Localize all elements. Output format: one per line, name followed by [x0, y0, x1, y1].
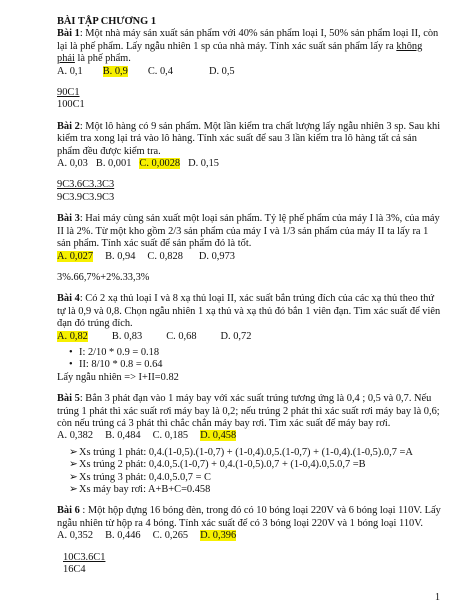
question-4 [57, 293, 441, 330]
option-c-highlighted: C. 0,0028 [139, 158, 181, 170]
option-a-highlighted: A. 0,027 [57, 250, 94, 262]
work-line: 9C3.6C3.3C3 [57, 179, 115, 191]
list-item: ➢ Xs máy bay rơi: A+B+C=0.458 [69, 484, 211, 495]
option-c: C. 0,185 [152, 430, 189, 442]
bullet-icon: • [69, 346, 73, 358]
question-1 [57, 28, 441, 65]
question-3-options [57, 251, 441, 263]
arrow-bullet-icon: ➢ [69, 459, 78, 471]
option-b: B. 0,484 [105, 430, 141, 442]
question-6 [57, 505, 441, 530]
work-line: Lấy ngẫu nhiên => I+II=0.82 [57, 371, 179, 383]
option-c: C. 0,828 [147, 250, 183, 262]
page-title: BÀI TẬP CHƯƠNG 1 [57, 16, 157, 27]
arrow-bullet-icon: ➢ [69, 484, 78, 495]
option-b: B. 0,94 [105, 250, 136, 262]
question-1-underlined: không phải [57, 40, 423, 65]
work-line: 3%.66,7%+2%.33,3% [57, 271, 150, 283]
question-1-label: Bài 1 [57, 28, 80, 40]
option-b-highlighted: B. 0,9 [102, 65, 128, 77]
work-line: 16C4 [63, 564, 86, 576]
question-3 [57, 213, 441, 250]
question-1-text-after: là phế phẩm. [74, 53, 131, 65]
page-number: 1 [435, 592, 440, 603]
question-2 [57, 121, 441, 158]
question-4-text: : Có 2 xạ thủ loại I và 8 xạ thủ loại II, xác suất bắn trúng đích của các xạ thủ theo thứ tự là 0,9 và 0,8. Chọn ngẫu nhiên 1 xạ thủ và xạ thủ đó bắn 1 viên đạn. Tìm xác suất để viên đạn đó trúng đích. [57, 293, 441, 330]
option-d: D. 0,5 [208, 65, 235, 77]
question-3-text: : Hai máy cùng sản xuất một loại sản phẩm. Tỷ lệ phế phẩm của máy I là 3%, của máy II là 2%. Từ một kho gồm 2/3 sản phẩm của máy I và 1/3 sản phẩm của máy II ta lấy ra 1 sản phẩm. Tính xác suất để sản phẩm đó là tốt. [57, 213, 440, 250]
question-3-label: Bài 3 [57, 213, 80, 225]
question-1-text-before: : Một nhà máy sản xuất sản phẩm với 40% sản phẩm loại I, 50% sản phẩm loại II, còn lại là phế phẩm. Lấy ngẫu nhiên 1 sp của nhà máy. Tính xác suất sản phẩm lấy ra [57, 28, 439, 52]
work-line: 90C1 [57, 87, 80, 99]
option-b: B. 0,83 [111, 330, 143, 342]
document-body [57, 16, 441, 576]
list-item: ➢ Xs trúng 1 phát: 0,4.(1-0,5).(1-0,7) + (1-0,4).0,5.(1-0,7) + (1-0,4).(1-0,5).0,7 =A [69, 446, 413, 458]
arrow-bullet-icon: ➢ [69, 471, 78, 483]
work-line: 10C3.6C1 [63, 551, 106, 563]
question-5-text: : Bắn 3 phát đạn vào 1 máy bay với xác suất trúng tương ứng là 0,4 ; 0,5 và 0,7. Nếu trúng 1 phát thì xác suất rơi máy bay là 0,2; nếu trúng 2 phát thì xác suất rơi máy bay là 0,6; còn nếu trúng cả 3 phát thì chắc chắn máy bay rơi. Tìm xác suất để máy bay rơi. [57, 393, 440, 429]
option-a: A. 0,1 [57, 65, 83, 77]
option-a-highlighted: A. 0,82 [57, 330, 88, 342]
question-5-bullets [57, 447, 441, 497]
question-5-label: Bài 5 [57, 393, 80, 405]
option-a: A. 0,382 [57, 430, 94, 442]
question-4-bullets [57, 347, 441, 372]
option-b: B. 0,001 [95, 158, 132, 170]
option-a: A. 0,03 [57, 158, 88, 170]
work-line: 100C1 [57, 99, 85, 111]
option-c: C. 0,265 [152, 530, 189, 542]
question-1-options [57, 66, 441, 78]
list-item: ➢ Xs trúng 3 phát: 0,4.0,5.0,7 = C [69, 471, 211, 483]
option-d-highlighted: D. 0,458 [200, 430, 237, 442]
question-2-options [57, 158, 441, 170]
question-4-label: Bài 4 [57, 293, 80, 305]
option-a: A. 0,352 [57, 530, 94, 542]
question-2-text: : Một lô hàng có 9 sản phẩm. Một lần kiểm tra chất lượng lấy ngẫu nhiên 3 sp. Sau khi kiểm tra xong lại trả vào lô hàng. Tính xác suất để sau 3 lần kiểm tra lô hàng tất cả sản phẩm đều được kiểm tra. [57, 120, 441, 157]
question-6-options [57, 530, 441, 542]
arrow-bullet-icon: ➢ [69, 446, 78, 458]
question-5 [57, 393, 441, 430]
option-c: C. 0,4 [147, 65, 173, 77]
question-6-text: : Một hộp đựng 16 bóng đèn, trong đó có 10 bóng loại 220V và 6 bóng loại 110V. Lấy ngẫu nhiên từ hộp ra 4 bóng. Tính xác suất để có 3 bóng loại 220V và 1 bóng loại 110V. [57, 505, 441, 529]
question-4-options [57, 331, 441, 343]
option-d: D. 0,973 [198, 250, 235, 262]
list-item: • I: 2/10 * 0.9 = 0.18 [69, 346, 160, 358]
work-line: 9C3.9C3.9C3 [57, 191, 115, 203]
option-d: D. 0,72 [220, 330, 252, 342]
option-c: C. 0,68 [166, 330, 197, 342]
list-item: ➢ Xs trúng 2 phát: 0,4.0,5.(1-0,7) + 0,4.(1-0,5).0,7 + (1-0,4).0,5.0,7 =B [69, 459, 366, 471]
list-item: • II: 8/10 * 0.8 = 0.64 [69, 359, 163, 371]
question-2-label: Bài 2 [57, 120, 80, 132]
option-d: D. 0,15 [188, 158, 219, 170]
question-5-options [57, 430, 441, 442]
option-b: B. 0,446 [105, 530, 141, 542]
bullet-icon: • [69, 359, 73, 371]
option-d-highlighted: D. 0,396 [200, 530, 237, 542]
question-6-label: Bài 6 [57, 505, 80, 517]
